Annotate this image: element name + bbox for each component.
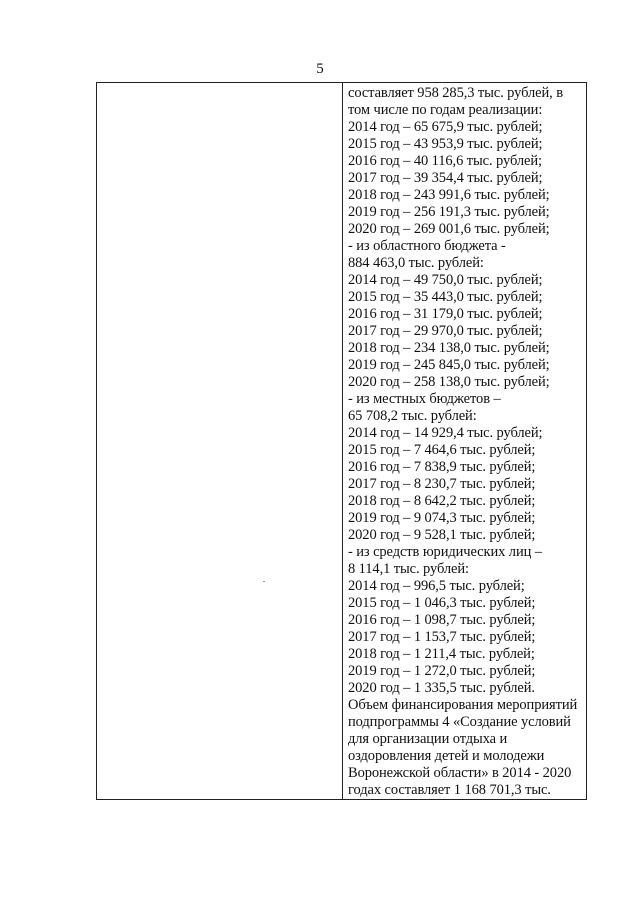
text-line: Объем финансирования мероприятий (348, 697, 578, 713)
financing-table (96, 82, 587, 800)
column-divider (342, 83, 343, 799)
text-line: 884 463,0 тыс. рублей: (348, 255, 484, 271)
scan-speck (263, 581, 265, 582)
text-line: - из средств юридических лиц – (348, 544, 542, 560)
text-line: 2016 год – 1 098,7 тыс. рублей; (348, 612, 536, 628)
text-line: 2017 год – 8 230,7 тыс. рублей; (348, 476, 536, 492)
text-line: 2018 год – 234 138,0 тыс. рублей; (348, 340, 550, 356)
text-line: том числе по годам реализации: (348, 102, 543, 118)
text-line: 2015 год – 7 464,6 тыс. рублей; (348, 442, 536, 458)
text-line: 2016 год – 40 116,6 тыс. рублей; (348, 153, 542, 169)
table-right-cell (348, 85, 584, 799)
text-line: 2015 год – 1 046,3 тыс. рублей; (348, 595, 536, 611)
text-line: 2014 год – 65 675,9 тыс. рублей; (348, 119, 543, 135)
text-line: 2015 год – 43 953,9 тыс. рублей; (348, 136, 543, 152)
text-line: 2019 год – 9 074,3 тыс. рублей; (348, 510, 536, 526)
text-line: 2014 год – 14 929,4 тыс. рублей; (348, 425, 543, 441)
text-line: 2019 год – 245 845,0 тыс. рублей; (348, 357, 550, 373)
text-line: 2019 год – 256 191,3 тыс. рублей; (348, 204, 550, 220)
text-line: 2014 год – 49 750,0 тыс. рублей; (348, 272, 543, 288)
text-line: 2015 год – 35 443,0 тыс. рублей; (348, 289, 543, 305)
text-line: - из областного бюджета - (348, 238, 506, 254)
text-line: 2020 год – 1 335,5 тыс. рублей. (348, 680, 535, 696)
text-line: 65 708,2 тыс. рублей: (348, 408, 477, 424)
text-line: 2020 год – 9 528,1 тыс. рублей; (348, 527, 536, 543)
text-line: годах составляет 1 168 701,3 тыс. (348, 782, 551, 798)
text-line: 2019 год – 1 272,0 тыс. рублей; (348, 663, 536, 679)
page-number: 5 (316, 61, 324, 77)
text-line: составляет 958 285,3 тыс. рублей, в (348, 85, 563, 101)
text-line: 2020 год – 269 001,6 тыс. рублей; (348, 221, 550, 237)
text-line: - из местных бюджетов – (348, 391, 501, 407)
text-line: 2016 год – 7 838,9 тыс. рублей; (348, 459, 536, 475)
text-line: 2014 год – 996,5 тыс. рублей; (348, 578, 525, 594)
table-left-cell (97, 83, 342, 799)
text-line: 2016 год – 31 179,0 тыс. рублей; (348, 306, 543, 322)
text-line: 2018 год – 243 991,6 тыс. рублей; (348, 187, 550, 203)
text-line: оздоровления детей и молодежи (348, 748, 545, 764)
text-line: Воронежской области» в 2014 - 2020 (348, 765, 572, 781)
text-line: 2018 год – 8 642,2 тыс. рублей; (348, 493, 536, 509)
text-line: 2020 год – 258 138,0 тыс. рублей; (348, 374, 550, 390)
text-line: 2017 год – 29 970,0 тыс. рублей; (348, 323, 543, 339)
text-line: 8 114,1 тыс. рублей: (348, 561, 469, 577)
text-line: для организации отдыха и (348, 731, 508, 747)
text-line: подпрограммы 4 «Создание условий (348, 714, 571, 730)
text-line: 2018 год – 1 211,4 тыс. рублей; (348, 646, 535, 662)
text-line: 2017 год – 39 354,4 тыс. рублей; (348, 170, 543, 186)
text-line: 2017 год – 1 153,7 тыс. рублей; (348, 629, 536, 645)
